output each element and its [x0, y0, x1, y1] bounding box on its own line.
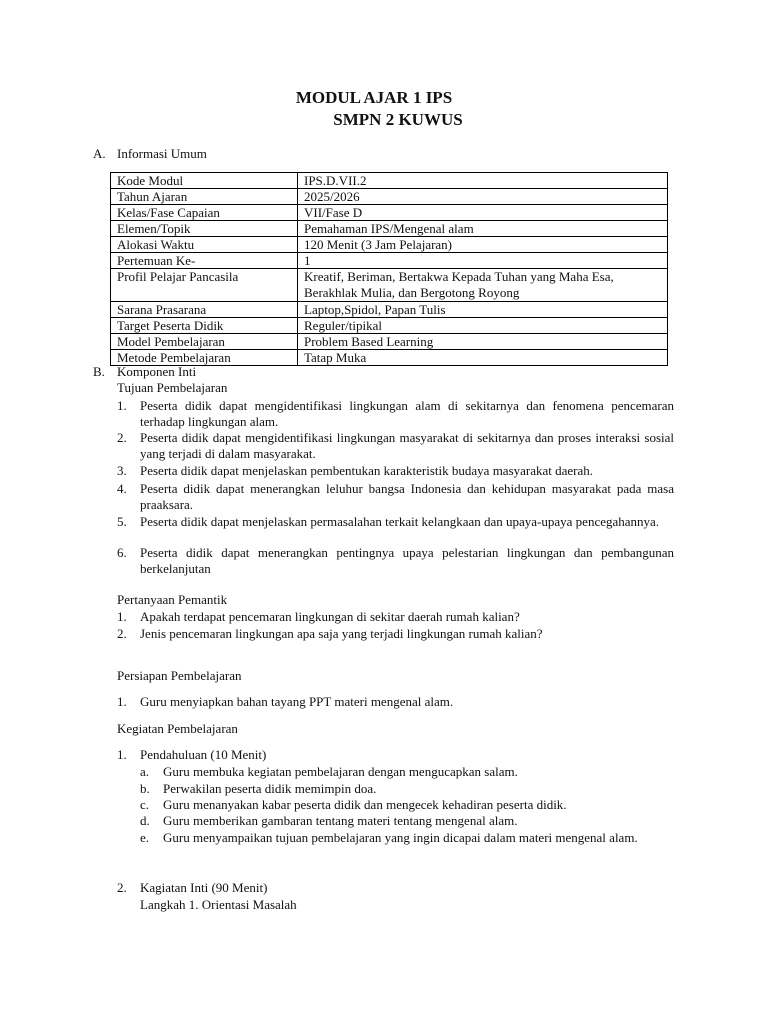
list-number: 2.: [117, 626, 127, 641]
table-row: [111, 253, 668, 269]
info-key: Alokasi Waktu: [111, 237, 298, 253]
info-value: 120 Menit (3 Jam Pelajaran): [298, 237, 668, 253]
info-key: Pertemuan Ke-: [111, 253, 298, 269]
table-row: [111, 334, 668, 350]
list-number: 3.: [117, 463, 127, 478]
info-value: 1: [298, 253, 668, 269]
list-number: 1.: [117, 747, 127, 762]
inti-label: Kagiatan Inti (90 Menit): [140, 880, 268, 895]
table-row: [111, 189, 668, 205]
info-key: Elemen/Topik: [111, 221, 298, 237]
section-a-marker: A.: [93, 146, 106, 161]
table-row: [111, 269, 668, 302]
info-value: Reguler/tipikal: [298, 318, 668, 334]
list-number: 1.: [117, 609, 127, 624]
sub-item: Guru membuka kegiatan pembelajaran dengan mengucapkan salam.: [163, 764, 518, 779]
school-name: SMPN 2 KUWUS: [333, 110, 463, 129]
sub-item: Guru menyampaikan tujuan pembelajaran yang ingin dicapai dalam materi mengenal alam.: [163, 830, 638, 845]
sub-letter: e.: [140, 830, 150, 845]
list-item: Peserta didik dapat mengidentifikasi lingkungan alam di sekitarnya dan fenomena pencemaran terhadap lingkungan alam.: [140, 398, 674, 429]
table-row: [111, 221, 668, 237]
table-row: [111, 173, 668, 189]
list-item: Peserta didik dapat menjelaskan permasalahan terkait kelangkaan dan upaya-upaya pencegahannya.: [140, 514, 660, 529]
section-a-heading: Informasi Umum: [117, 146, 207, 161]
section-b-heading: Komponen Inti: [117, 364, 197, 379]
table-row: [111, 237, 668, 253]
info-value: VII/Fase D: [298, 205, 668, 221]
info-key: Sarana Prasarana: [111, 302, 298, 318]
persiapan-heading: Persiapan Pembelajaran: [117, 668, 242, 683]
info-value: IPS.D.VII.2: [298, 173, 668, 189]
table-row: [111, 302, 668, 318]
info-value: Tatap Muka: [298, 350, 668, 366]
list-item: Guru menyiapkan bahan tayang PPT materi mengenal alam.: [140, 694, 454, 709]
list-item: Apakah terdapat pencemaran lingkungan di sekitar daerah rumah kalian?: [140, 609, 520, 624]
kegiatan-heading: Kegiatan Pembelajaran: [117, 721, 238, 736]
info-key: Metode Pembelajaran: [111, 350, 298, 366]
info-key: Target Peserta Didik: [111, 318, 298, 334]
document-title: MODUL AJAR 1 IPS: [295, 88, 453, 107]
sub-letter: c.: [140, 797, 150, 812]
info-value: Pemahaman IPS/Mengenal alam: [298, 221, 668, 237]
info-value: Problem Based Learning: [298, 334, 668, 350]
info-table: [110, 172, 668, 366]
list-number: 1.: [117, 694, 127, 709]
pendahuluan-label: Pendahuluan (10 Menit): [140, 747, 267, 762]
pemantik-heading: Pertanyaan Pemantik: [117, 592, 228, 607]
list-number: 1.: [117, 398, 127, 413]
list-item: Peserta didik dapat menjelaskan pembentukan karakteristik budaya masyarakat daerah.: [140, 463, 594, 478]
list-number: 5.: [117, 514, 127, 529]
list-number: 2.: [117, 880, 127, 895]
sub-item: Guru menanyakan kabar peserta didik dan mengecek kehadiran peserta didik.: [163, 797, 567, 812]
table-row: [111, 205, 668, 221]
sub-letter: a.: [140, 764, 150, 779]
info-value: 2025/2026: [298, 189, 668, 205]
sub-item: Perwakilan peserta didik memimpin doa.: [163, 781, 377, 796]
sub-item: Guru memberikan gambaran tentang materi tentang mengenal alam.: [163, 813, 518, 828]
list-number: 6.: [117, 545, 127, 560]
langkah-label: Langkah 1. Orientasi Masalah: [140, 897, 297, 912]
list-item: Peserta didik dapat mengidentifikasi lingkungan masyarakat di sekitarnya dan proses interaksi sosial yang terjadi di dalam masyarakat.: [140, 430, 674, 461]
list-number: 2.: [117, 430, 127, 445]
list-number: 4.: [117, 481, 127, 496]
info-value: Kreatif, Beriman, Bertakwa Kepada Tuhan yang Maha Esa, Berakhlak Mulia, dan Bergotong Royong: [298, 269, 668, 302]
table-row: [111, 318, 668, 334]
info-key: Profil Pelajar Pancasila: [111, 269, 298, 302]
list-item: Peserta didik dapat menerangkan leluhur bangsa Indonesia dan kehidupan masyarakat pada masa praaksara.: [140, 481, 674, 512]
info-key: Tahun Ajaran: [111, 189, 298, 205]
list-item: Jenis pencemaran lingkungan apa saja yang terjadi lingkungan rumah kalian?: [140, 626, 543, 641]
info-key: Model Pembelajaran: [111, 334, 298, 350]
sub-letter: b.: [140, 781, 150, 796]
section-b-marker: B.: [93, 364, 105, 379]
list-item: Peserta didik dapat menerangkan pentingnya upaya pelestarian lingkungan dan pembangunan berkelanjutan: [140, 545, 674, 576]
info-key: Kode Modul: [111, 173, 298, 189]
sub-letter: d.: [140, 813, 150, 828]
info-value: Laptop,Spidol, Papan Tulis: [298, 302, 668, 318]
info-key: Kelas/Fase Capaian: [111, 205, 298, 221]
tujuan-heading: Tujuan Pembelajaran: [117, 380, 228, 395]
